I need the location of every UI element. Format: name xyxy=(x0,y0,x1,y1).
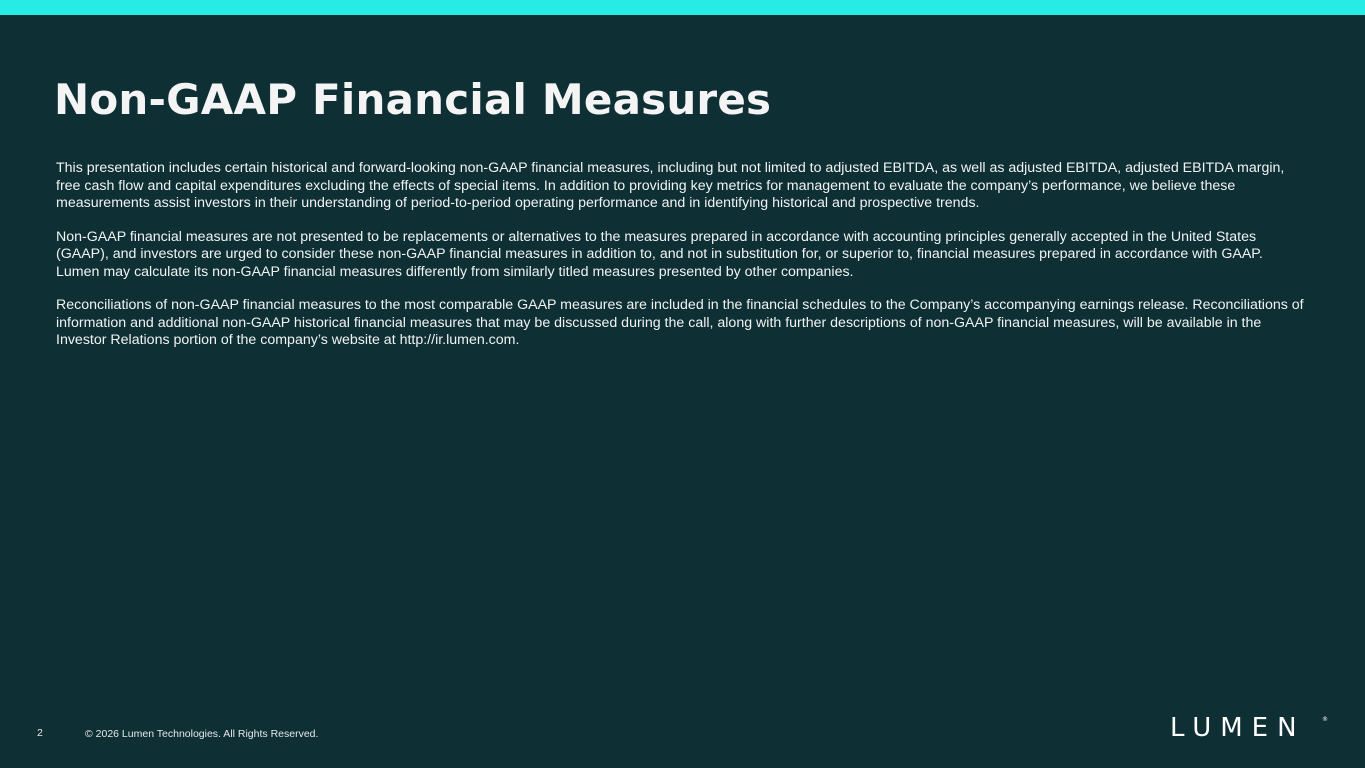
paragraph-intro: This presentation includes certain historical and forward-looking non-GAAP financial measures, including but not limited to adjusted EBITDA, as well as adjusted EBITDA, adjusted EBITDA margin, free cash flow and capital expenditures excluding the effects of special items. In addition to providing key metrics for management to evaluate the company’s performance, we believe these measurements assist investors in their understanding of period-to-period operating performance and in identifying historical and prospective trends. xyxy=(56,160,1285,211)
slide-title: Non-GAAP Financial Measures xyxy=(54,75,772,124)
paragraph-disclaimer: Non-GAAP financial measures are not presented to be replacements or alternatives to the measures prepared in accordance with accounting principles generally accepted in the United States (GAAP), and investors are urged to consider these non-GAAP financial measures in addition to, and not in substitution for, or superior to, financial measures prepared in accordance with GAAP. Lumen may calculate its non-GAAP financial measures differently from similarly titled measures presented by other companies. xyxy=(56,228,1263,280)
copyright-notice: © 2026 Lumen Technologies. All Rights Reserved. xyxy=(85,728,319,740)
logo-wordmark: LUMEN xyxy=(1170,714,1306,740)
paragraph-reconciliations: Reconciliations of non-GAAP financial measures to the most comparable GAAP measures are included in the financial schedules to the Company’s accompanying earnings release. Reconciliations of information and additional non-GAAP historical financial measures that may be discussed during the call, along with further descriptions of non-GAAP financial measures, will be available in the Investor Relations portion of the company’s website at http://ir.lumen.com. xyxy=(56,297,1304,348)
page-number: 2 xyxy=(37,727,43,739)
registered-mark-icon: ® xyxy=(1322,716,1328,723)
lumen-logo xyxy=(1170,714,1328,740)
slide-body xyxy=(56,160,1306,366)
accent-bar xyxy=(0,0,1365,15)
